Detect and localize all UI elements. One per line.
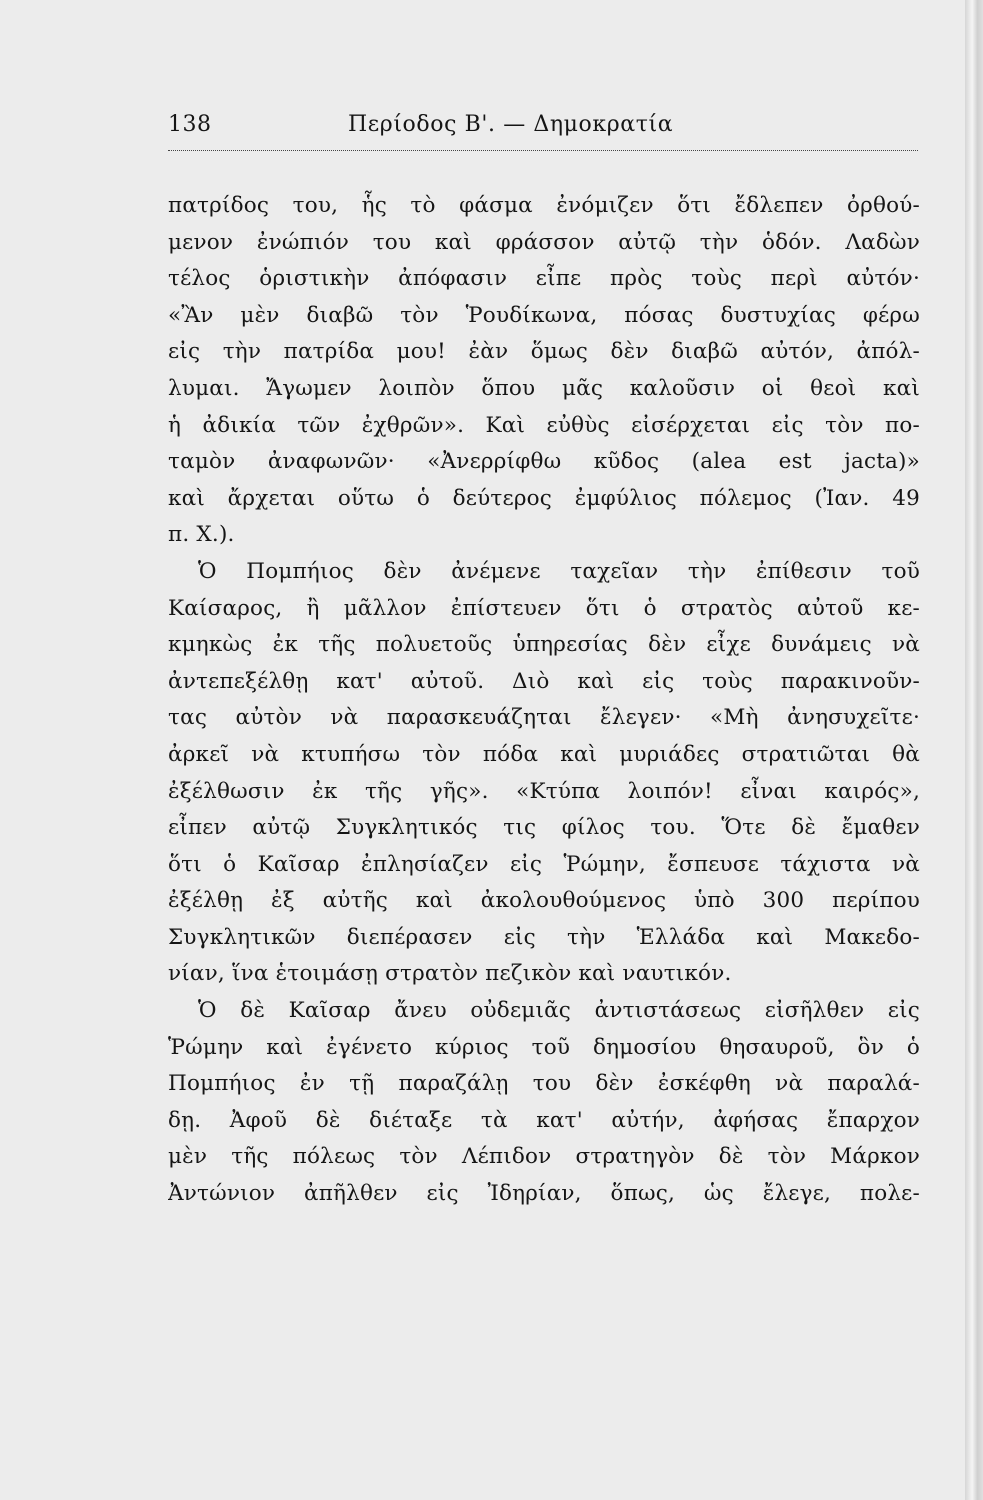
page-number: 138	[168, 112, 212, 137]
text-line: καὶ ἄρχεται οὕτω ὁ δεύτερος ἐμφύλιος πόλεμος (Ἰαν. 49	[168, 485, 920, 511]
text-line: «Ἂν μὲν διαβῶ τὸν Ῥουδίκωνα, πόσας δυστυχίας φέρω	[168, 302, 920, 328]
text-line: Ἀντώνιον ἀπῆλθεν εἰς Ἰδηρίαν, ὅπως, ὡς ἔλεγε, πολε-	[168, 1181, 920, 1207]
text-line: πατρίδος του, ἧς τὸ φάσμα ἐνόμιζεν ὅτι ἔδλεπεν ὀρθού-	[168, 193, 920, 218]
running-head: Περίοδος Β'. — Δημοκρατία	[348, 112, 674, 137]
text-line: Ὁ Πομπήιος δὲν ἀνέμενε ταχεῖαν τὴν ἐπίθεσιν τοῦ	[198, 558, 920, 584]
text-line: ἐξέλθωσιν ἐκ τῆς γῆς». «Κτύπα λοιπόν! εἶναι καιρός»,	[168, 778, 920, 804]
text-line: Ῥώμην καὶ ἐγένετο κύριος τοῦ δημοσίου θησαυροῦ, ὃν ὁ	[168, 1034, 920, 1060]
text-line: μενον ἐνώπιόν του καὶ φράσσον αὐτῷ τὴν ὁδόν. Λαδὼν	[168, 229, 920, 255]
text-line: λυμαι. Ἄγωμεν λοιπὸν ὅπου μᾶς καλοῦσιν οἱ θεοὶ καὶ	[168, 375, 920, 401]
text-line: κμηκὼς ἐκ τῆς πολυετοῦς ὑπηρεσίας δὲν εἶχε δυνάμεις νὰ	[168, 632, 920, 658]
text-line: π. Χ.).	[168, 522, 235, 548]
text-line: τας αὐτὸν νὰ παρασκευάζηται ἔλεγεν· «Μὴ ἀνησυχεῖτε·	[168, 705, 920, 731]
text-line: ἡ ἀδικία τῶν ἐχθρῶν». Καὶ εὐθὺς εἰσέρχεται εἰς τὸν πο-	[168, 412, 920, 438]
page-spine-edge	[965, 0, 983, 1500]
text-line: Πομπήιος ἐν τῇ παραζάλῃ του δὲν ἐσκέφθη νὰ παραλά-	[168, 1071, 920, 1097]
text-line: ταμὸν ἀναφωνῶν· «Ἀνερρίφθω κῦδος (alea est jacta)»	[168, 449, 920, 475]
text-line: ἀρκεῖ νὰ κτυπήσω τὸν πόδα καὶ μυριάδες στρατιῶται θὰ	[168, 741, 920, 767]
text-line: εἶπεν αὐτῷ Συγκλητικός τις φίλος του. Ὅτε δὲ ἔμαθεν	[168, 815, 920, 841]
text-line: ἐξέλθῃ ἐξ αὐτῆς καὶ ἀκολουθούμενος ὑπὸ 300 περίπου	[168, 888, 920, 914]
text-line: Ὁ δὲ Καῖσαρ ἄνευ οὐδεμιᾶς ἀντιστάσεως εἰσῆλθεν εἰς	[198, 998, 920, 1024]
text-line: εἰς τὴν πατρίδα μου! ἐὰν ὅμως δὲν διαβῶ αὐτόν, ἀπόλ-	[168, 339, 920, 365]
body-text	[168, 188, 920, 1213]
text-line: ἀντεπεξέλθῃ κατ' αὐτοῦ. Διὸ καὶ εἰς τοὺς παρακινοῦν-	[168, 668, 920, 694]
page-header	[168, 103, 918, 147]
text-line: δῃ. Ἀφοῦ δὲ διέταξε τὰ κατ' αὐτήν, ἀφήσας ἔπαρχον	[168, 1107, 920, 1133]
text-line: Συγκλητικῶν διεπέρασεν εἰς τὴν Ἑλλάδα καὶ Μακεδο-	[168, 924, 920, 950]
text-line: Καίσαρος, ἢ μᾶλλον ἐπίστευεν ὅτι ὁ στρατὸς αὐτοῦ κε-	[168, 595, 920, 621]
text-line: νίαν, ἵνα ἑτοιμάσῃ στρατὸν πεζικὸν καὶ ναυτικόν.	[168, 961, 732, 987]
text-line: τέλος ὁριστικὴν ἀπόφασιν εἶπε πρὸς τοὺς περὶ αὐτόν·	[168, 266, 920, 292]
text-line: μὲν τῆς πόλεως τὸν Λέπιδον στρατηγὸν δὲ τὸν Μάρκον	[168, 1144, 920, 1170]
text-line: ὅτι ὁ Καῖσαρ ἐπλησίαζεν εἰς Ῥώμην, ἔσπευσε τάχιστα νὰ	[168, 851, 920, 877]
header-divider	[168, 150, 918, 151]
